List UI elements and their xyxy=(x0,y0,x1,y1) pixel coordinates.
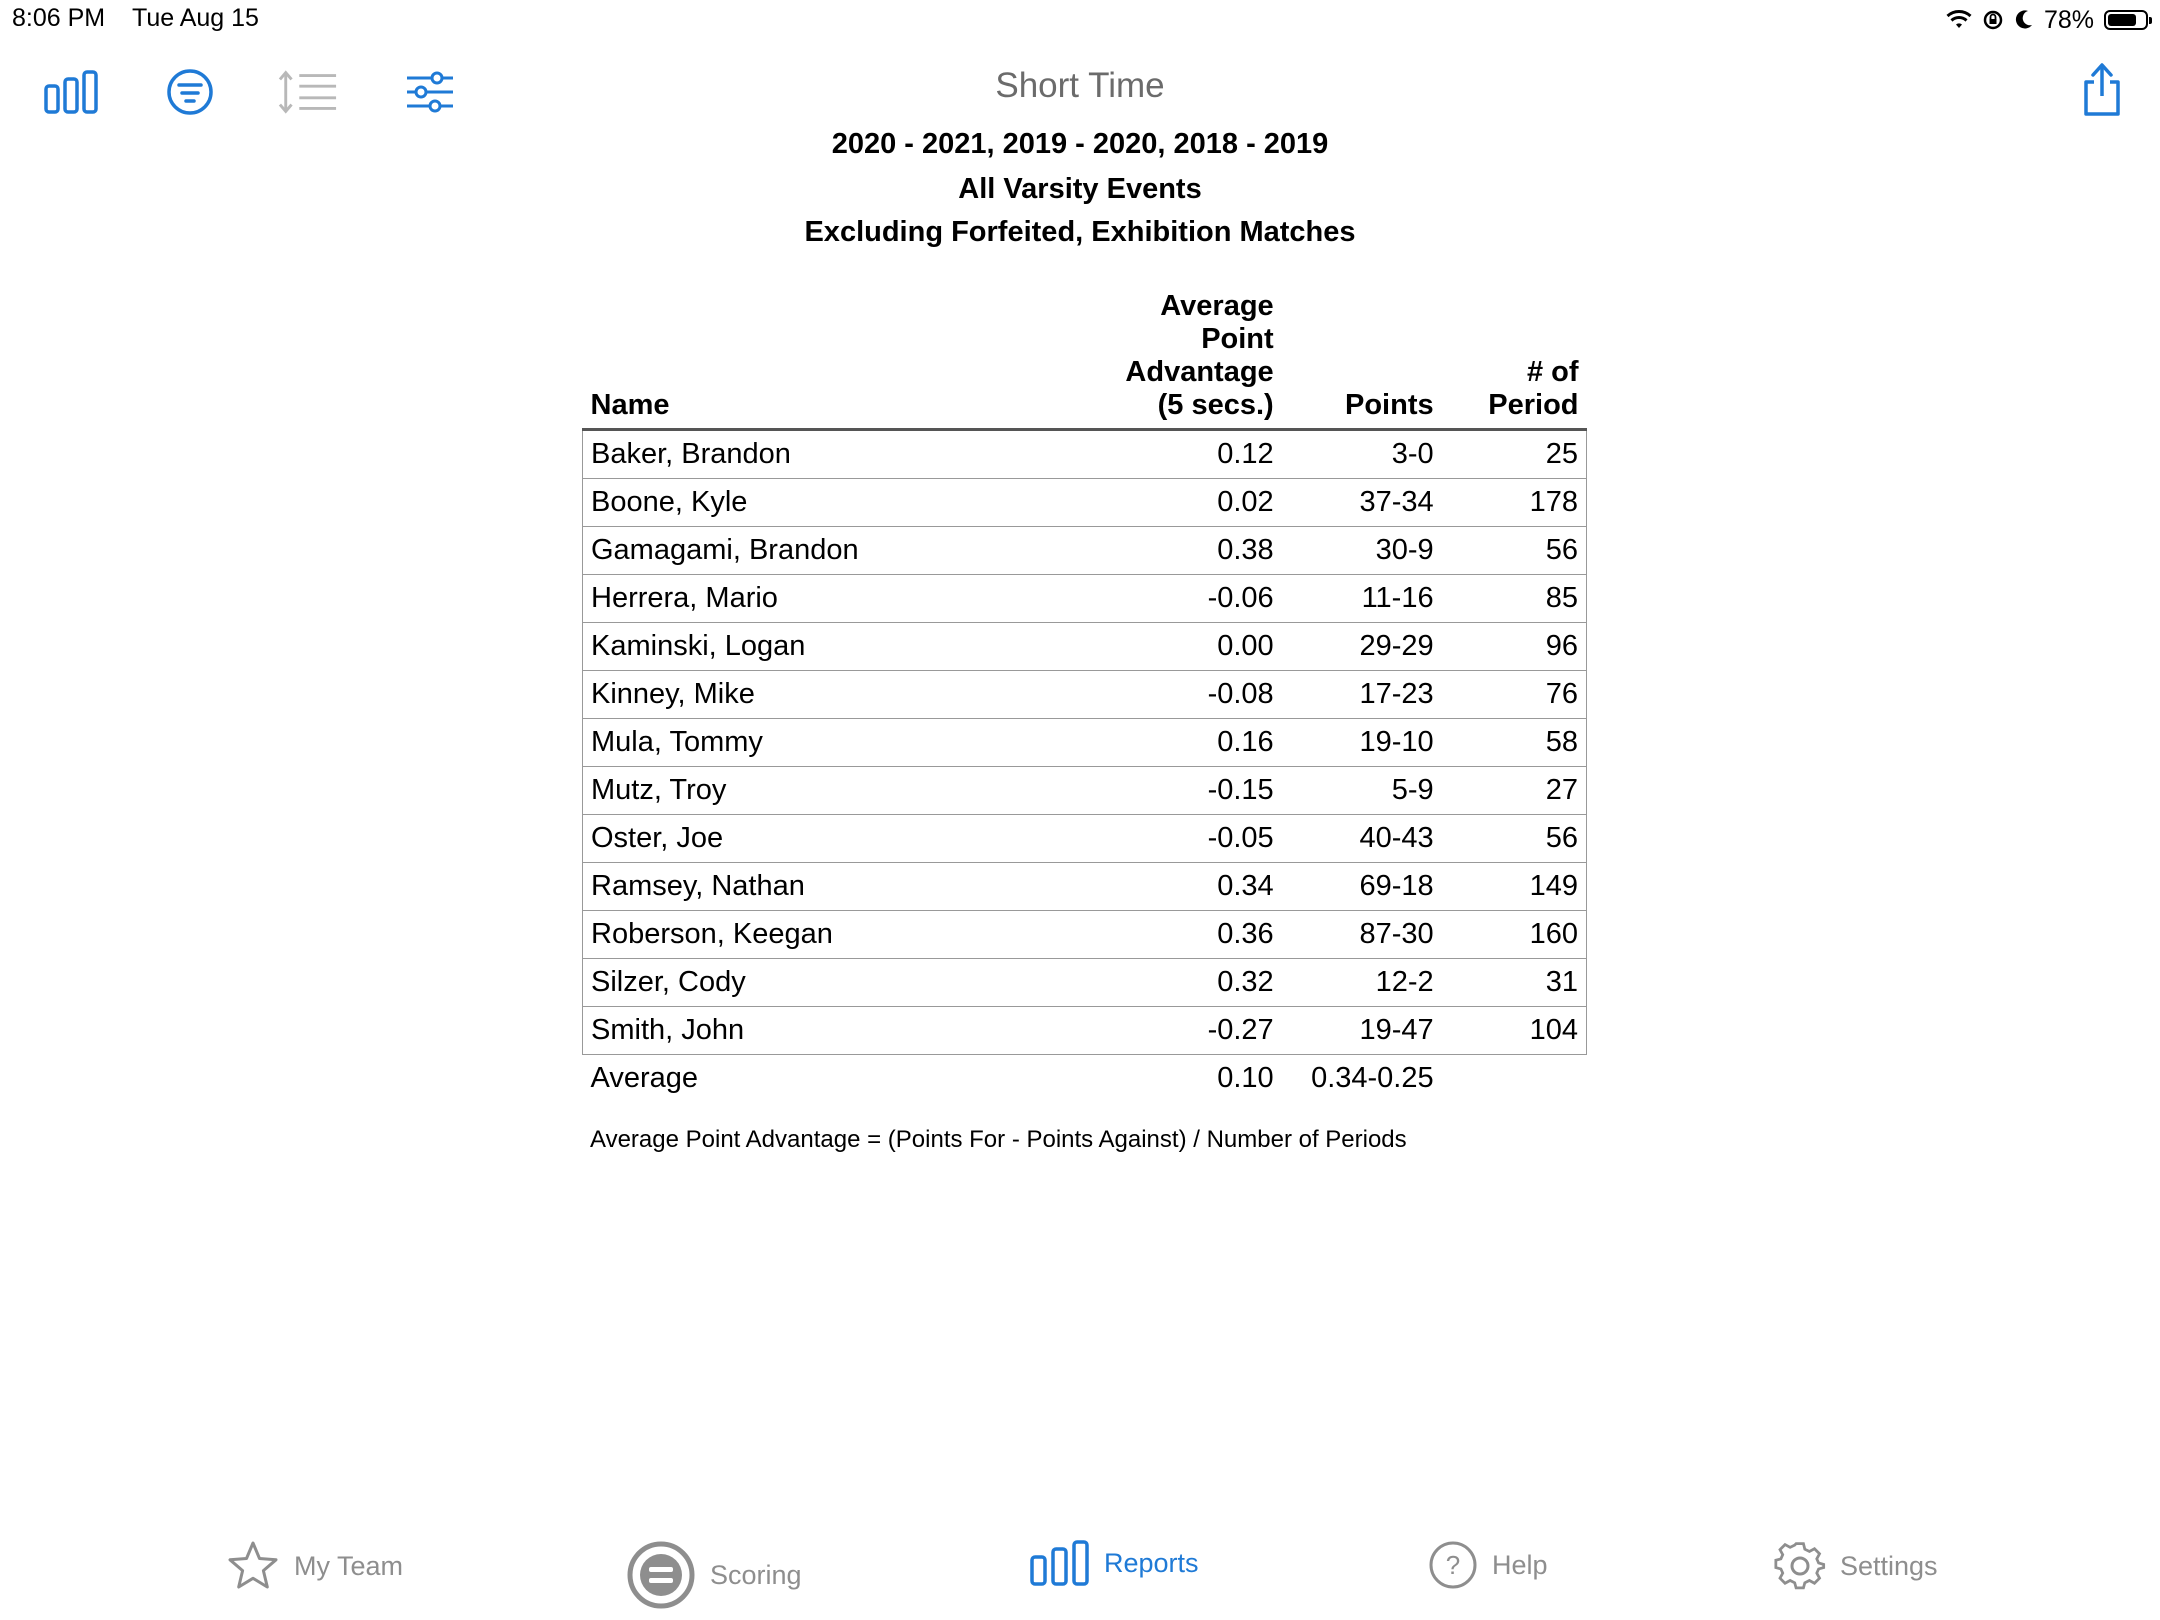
table-header xyxy=(583,290,1587,430)
cell-points: 12-2 xyxy=(1282,959,1442,1007)
tab-settings[interactable] xyxy=(1774,1540,1938,1592)
cell-advantage: 0.00 xyxy=(1002,623,1282,671)
column-header-periods: # of Period xyxy=(1488,356,1579,421)
rotation-lock-icon xyxy=(1982,9,2004,31)
cell-points: 17-23 xyxy=(1282,671,1442,719)
tab-my-team[interactable] xyxy=(226,1540,403,1592)
gear-icon xyxy=(1774,1540,1826,1592)
cell-advantage: 0.34 xyxy=(1002,863,1282,911)
cell-name: Gamagami, Brandon xyxy=(583,527,1003,575)
cell-name: Baker, Brandon xyxy=(583,430,1003,479)
status-indicators xyxy=(1946,4,2148,36)
cell-advantage: 0.12 xyxy=(1002,430,1282,479)
cell-points: 19-47 xyxy=(1282,1007,1442,1055)
cell-name: Kaminski, Logan xyxy=(583,623,1003,671)
cell-periods: 104 xyxy=(1442,1007,1587,1055)
cell-advantage: -0.05 xyxy=(1002,815,1282,863)
page-title: Short Time xyxy=(995,66,1165,105)
cell-points: 87-30 xyxy=(1282,911,1442,959)
cell-periods: 96 xyxy=(1442,623,1587,671)
table-row xyxy=(583,1007,1587,1055)
cell-name: Mula, Tommy xyxy=(583,719,1003,767)
moon-icon xyxy=(2014,9,2034,31)
report-exclusions: Excluding Forfeited, Exhibition Matches xyxy=(804,216,1356,248)
cell-points: 11-16 xyxy=(1282,575,1442,623)
cell-name: Silzer, Cody xyxy=(583,959,1003,1007)
table-row xyxy=(583,430,1587,479)
cell-periods: 58 xyxy=(1442,719,1587,767)
tab-help[interactable] xyxy=(1428,1540,1548,1590)
table-row xyxy=(583,863,1587,911)
cell-advantage: -0.15 xyxy=(1002,767,1282,815)
table-row xyxy=(583,479,1587,527)
cell-name: Herrera, Mario xyxy=(583,575,1003,623)
cell-periods: 160 xyxy=(1442,911,1587,959)
average-advantage: 0.10 xyxy=(1217,1062,1274,1094)
cell-advantage: -0.08 xyxy=(1002,671,1282,719)
cell-advantage: -0.27 xyxy=(1002,1007,1282,1055)
battery-percent: 78% xyxy=(2043,5,2094,34)
cell-periods: 149 xyxy=(1442,863,1587,911)
table-row xyxy=(583,959,1587,1007)
cell-advantage: 0.16 xyxy=(1002,719,1282,767)
cell-points: 37-34 xyxy=(1282,479,1442,527)
cell-advantage: 0.36 xyxy=(1002,911,1282,959)
cell-periods: 76 xyxy=(1442,671,1587,719)
cell-points: 40-43 xyxy=(1282,815,1442,863)
report-table xyxy=(582,290,1587,1102)
cell-advantage: 0.38 xyxy=(1002,527,1282,575)
cell-periods: 178 xyxy=(1442,479,1587,527)
tab-label: Reports xyxy=(1104,1547,1199,1578)
status-time: 8:06 PM xyxy=(12,4,106,32)
cell-points: 29-29 xyxy=(1282,623,1442,671)
cell-advantage: -0.06 xyxy=(1002,575,1282,623)
cell-points: 19-10 xyxy=(1282,719,1442,767)
formula-footnote: Average Point Advantage = (Points For - Points Against) / Number of Periods xyxy=(590,1126,1407,1153)
cell-advantage: 0.32 xyxy=(1002,959,1282,1007)
table-row xyxy=(583,767,1587,815)
cell-name: Mutz, Troy xyxy=(583,767,1003,815)
column-header-advantage: Average Point Advantage (5 secs.) xyxy=(1125,290,1274,421)
tab-scoring[interactable] xyxy=(626,1540,802,1610)
table-row xyxy=(583,575,1587,623)
average-points: 0.34-0.25 xyxy=(1311,1062,1434,1094)
tab-label: Help xyxy=(1492,1549,1548,1580)
bar-chart-icon xyxy=(1030,1540,1090,1586)
cell-name: Boone, Kyle xyxy=(583,479,1003,527)
average-row xyxy=(583,1055,1587,1103)
table-row xyxy=(583,911,1587,959)
cell-periods: 25 xyxy=(1442,430,1587,479)
cell-name: Roberson, Keegan xyxy=(583,911,1003,959)
cell-name: Ramsey, Nathan xyxy=(583,863,1003,911)
cell-periods: 27 xyxy=(1442,767,1587,815)
table-row xyxy=(583,527,1587,575)
tab-reports[interactable] xyxy=(1030,1540,1199,1586)
cell-name: Oster, Joe xyxy=(583,815,1003,863)
cell-advantage: 0.02 xyxy=(1002,479,1282,527)
wifi-icon xyxy=(1946,10,1972,30)
table-row xyxy=(583,815,1587,863)
cell-name: Smith, John xyxy=(583,1007,1003,1055)
star-icon xyxy=(226,1540,280,1592)
cell-periods: 85 xyxy=(1442,575,1587,623)
tab-label: Settings xyxy=(1840,1550,1938,1581)
cell-points: 3-0 xyxy=(1282,430,1442,479)
report-seasons: 2020 - 2021, 2019 - 2020, 2018 - 2019 xyxy=(831,128,1329,160)
battery-icon xyxy=(2104,10,2148,30)
column-header-points: Points xyxy=(1344,389,1434,421)
column-header-name: Name xyxy=(590,389,670,421)
table-row xyxy=(583,623,1587,671)
average-label: Average xyxy=(590,1062,698,1094)
table-row xyxy=(583,719,1587,767)
cell-periods: 31 xyxy=(1442,959,1587,1007)
cell-name: Kinney, Mike xyxy=(583,671,1003,719)
cell-points: 5-9 xyxy=(1282,767,1442,815)
status-date: Tue Aug 15 xyxy=(132,4,259,32)
table-row xyxy=(583,671,1587,719)
tab-label: Scoring xyxy=(710,1559,802,1590)
svg-text:?: ? xyxy=(1445,1550,1461,1580)
tab-label: My Team xyxy=(294,1550,404,1581)
help-icon xyxy=(1428,1540,1478,1590)
scoring-icon xyxy=(626,1540,696,1610)
cell-periods: 56 xyxy=(1442,815,1587,863)
cell-periods: 56 xyxy=(1442,527,1587,575)
cell-points: 69-18 xyxy=(1282,863,1442,911)
report-events: All Varsity Events xyxy=(958,173,1202,205)
cell-points: 30-9 xyxy=(1282,527,1442,575)
battery-fill xyxy=(2108,14,2136,26)
status-bar xyxy=(0,0,2160,40)
